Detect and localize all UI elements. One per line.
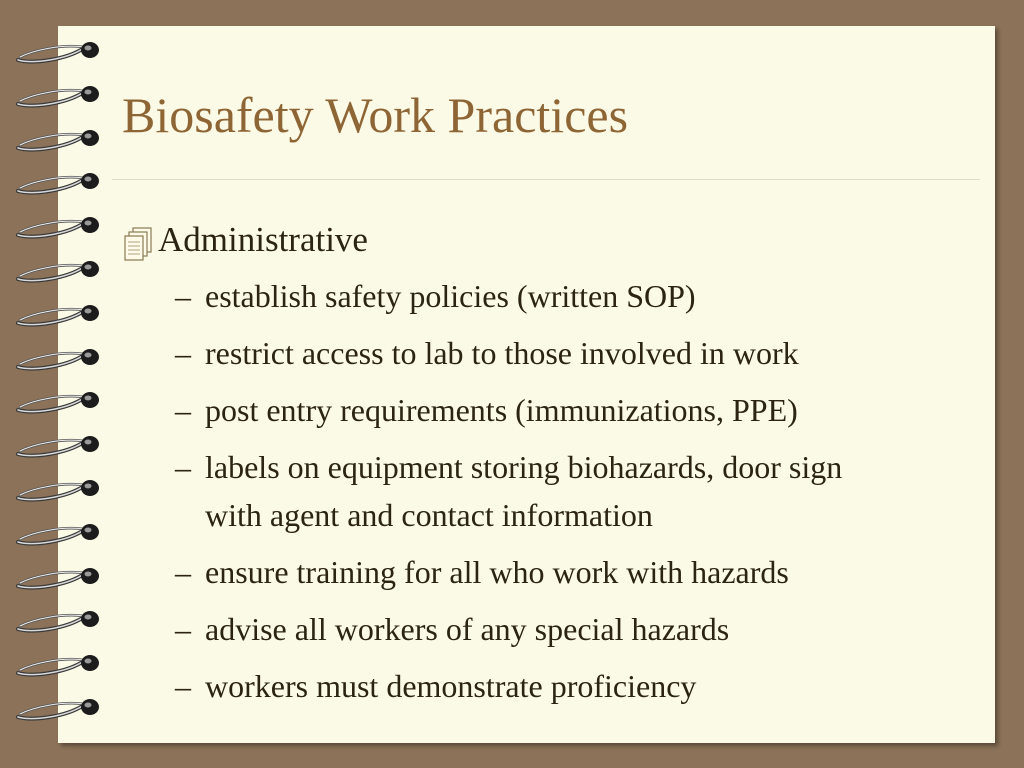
section-heading [122,216,982,266]
spiral-coil [14,82,104,108]
section-label: Administrative [158,220,368,259]
list-item: – advise all workers of any special hazards [175,611,730,647]
slide-content [122,216,982,719]
spiral-binding [14,38,104,728]
notepad-stack-icon [122,227,154,261]
bullet-list [122,272,982,710]
spiral-coil [14,126,104,152]
spiral-coil [14,520,104,546]
spiral-coil [14,388,104,414]
list-item: – establish safety policies (written SOP) [175,278,696,314]
list-item: – ensure training for all who work with hazards [175,554,789,590]
spiral-coil [14,169,104,195]
spiral-coil [14,38,104,64]
spiral-coil [14,213,104,239]
list-item: – labels on equipment storing biohazards, door sign with agent and contact information [175,449,843,533]
spiral-coil [14,257,104,283]
spiral-coil [14,651,104,677]
spiral-coil [14,345,104,371]
spiral-coil [14,432,104,458]
title-divider [112,179,980,180]
spiral-coil [14,695,104,721]
list-item: – restrict access to lab to those involved in work [175,335,799,371]
spiral-coil [14,607,104,633]
spiral-coil [14,476,104,502]
slide-title: Biosafety Work Practices [122,87,629,143]
list-item: – post entry requirements (immunizations, PPE) [175,392,798,428]
list-item: – workers must demonstrate proficiency [175,668,697,704]
spiral-coil [14,301,104,327]
spiral-coil [14,564,104,590]
